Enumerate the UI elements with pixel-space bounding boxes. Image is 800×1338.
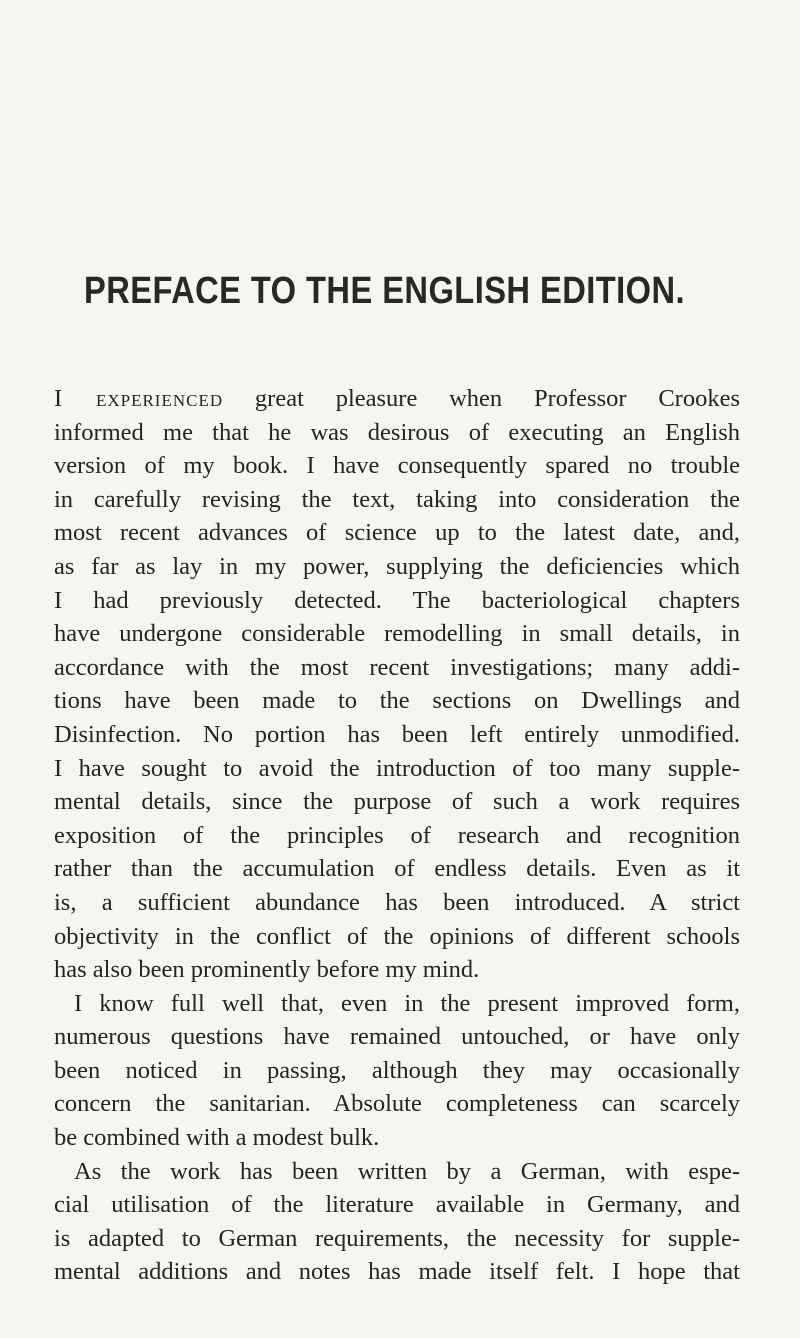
page-title: PREFACE TO THE ENGLISH EDITION. <box>84 270 686 312</box>
text-line: has also been prominently before my mind. <box>54 956 480 984</box>
text-line: exposition of the principles of research and recognition <box>54 821 740 849</box>
text-line: is, a sufficient abundance has been introduced. A strict <box>54 888 740 916</box>
text-line: mental details, since the purpose of such a work requires <box>54 788 740 816</box>
text-line: mental additions and notes has made itself felt. I hope that <box>54 1258 740 1286</box>
text-line: be combined with a modest bulk. <box>54 1124 380 1152</box>
text-line: numerous questions have remained untouched, or have only <box>54 1023 740 1051</box>
text-line: cial utilisation of the literature available in Germany, and <box>54 1191 740 1219</box>
preface-body <box>54 382 740 1289</box>
text-line <box>54 382 740 416</box>
text-line: objectivity in the conflict of the opinions of different schools <box>54 922 740 950</box>
opening-line-rest: great pleasure when Professor Crookes <box>223 385 740 412</box>
text-line: version of my book. I have consequently spared no trouble <box>54 452 740 480</box>
text-line: as far as lay in my power, supplying the deficiencies which <box>54 552 740 580</box>
text-line: most recent advances of science up to the latest date, and, <box>54 519 740 547</box>
text-line: I have sought to avoid the introduction of too many supple- <box>54 754 740 782</box>
text-line: As the work has been written by a German, with espe- <box>74 1157 740 1185</box>
text-line: have undergone considerable remodelling in small details, in <box>54 620 740 648</box>
text-line: is adapted to German requirements, the necessity for supple- <box>54 1224 740 1252</box>
text-line: tions have been made to the sections on Dwellings and <box>54 687 740 715</box>
text-line: I had previously detected. The bacteriological chapters <box>54 586 740 614</box>
text-line: in carefully revising the text, taking into consideration the <box>54 485 740 513</box>
text-line: been noticed in passing, although they may occasionally <box>54 1056 740 1084</box>
text-line: Disinfection. No portion has been left entirely unmodified. <box>54 720 740 748</box>
text-line: I know full well that, even in the present improved form, <box>74 989 740 1017</box>
text-line: concern the sanitarian. Absolute completeness can scarcely <box>54 1090 740 1118</box>
text-line: accordance with the most recent investigations; many addi- <box>54 653 740 681</box>
text-line: informed me that he was desirous of executing an English <box>54 418 740 446</box>
text-line: rather than the accumulation of endless details. Even as it <box>54 855 740 883</box>
opening-words: I experienced <box>54 385 224 412</box>
